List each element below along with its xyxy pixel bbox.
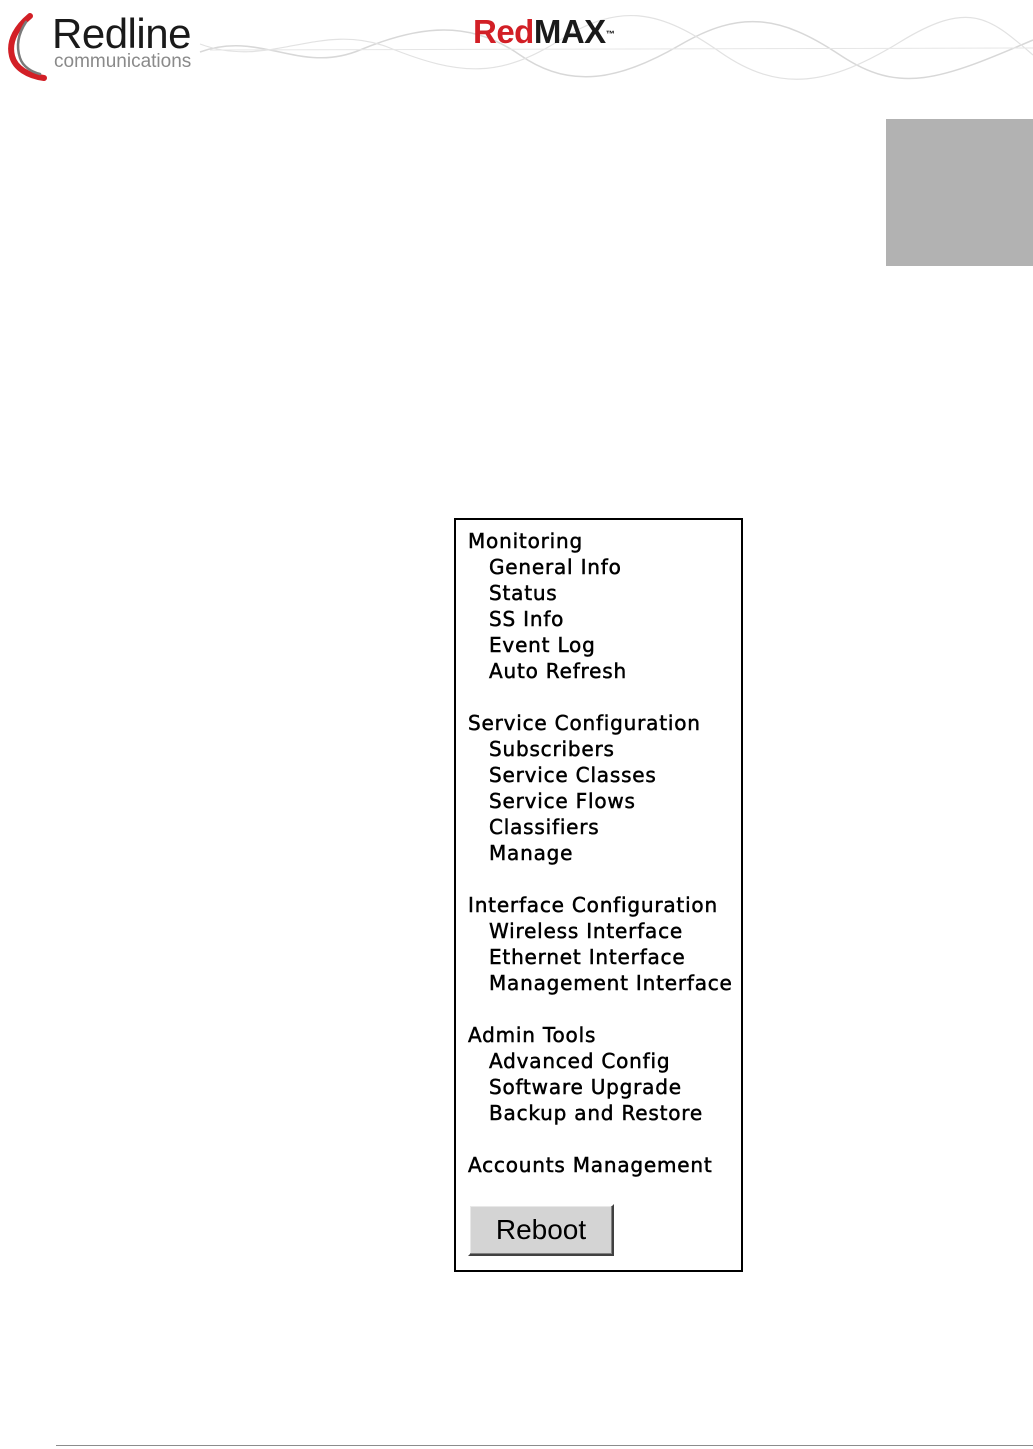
menu-group-service-configuration [468,710,733,866]
menu-item-backup-and-restore[interactable]: Backup and Restore [489,1101,703,1125]
menu-group-accounts-management [468,1152,733,1178]
menu-heading-service-configuration[interactable]: Service Configuration [468,711,701,735]
trademark-mark: ™ [605,29,615,39]
menu-item-event-log[interactable]: Event Log [489,633,596,657]
product-logo-red: Red [473,13,534,50]
menu-item-wireless-interface[interactable]: Wireless Interface [489,919,683,943]
menu-item-manage[interactable]: Manage [489,841,574,865]
menu-item-subscribers[interactable]: Subscribers [489,737,615,761]
navigation-menu-panel [454,518,743,1272]
navigation-menu [468,528,733,1178]
product-logo-max: MAX [533,13,606,50]
menu-heading-admin-tools[interactable]: Admin Tools [468,1023,597,1047]
menu-item-software-upgrade[interactable]: Software Upgrade [489,1075,682,1099]
reboot-button[interactable]: Reboot [468,1204,614,1256]
footer-divider [56,1445,1033,1446]
product-logo [473,14,614,50]
menu-heading-accounts-management[interactable]: Accounts Management [468,1153,713,1177]
redline-logo-icon [4,12,50,82]
menu-group-admin-tools [468,1022,733,1126]
menu-heading-monitoring[interactable]: Monitoring [468,529,583,553]
menu-item-classifiers[interactable]: Classifiers [489,815,600,839]
company-name: Redline [52,10,191,57]
menu-item-general-info[interactable]: General Info [489,555,622,579]
menu-item-ethernet-interface[interactable]: Ethernet Interface [489,945,686,969]
company-subtitle: communications [54,51,192,72]
menu-item-advanced-config[interactable]: Advanced Config [489,1049,671,1073]
menu-group-monitoring [468,528,733,684]
menu-item-ss-info[interactable]: SS Info [489,607,565,631]
page-header [0,0,1033,95]
menu-item-management-interface[interactable]: Management Interface [489,971,733,995]
menu-item-auto-refresh[interactable]: Auto Refresh [489,659,627,683]
chapter-tab [886,119,1033,266]
menu-group-interface-configuration [468,892,733,996]
menu-heading-interface-configuration[interactable]: Interface Configuration [468,893,718,917]
menu-item-status[interactable]: Status [489,581,558,605]
menu-item-service-flows[interactable]: Service Flows [489,789,636,813]
menu-item-service-classes[interactable]: Service Classes [489,763,657,787]
